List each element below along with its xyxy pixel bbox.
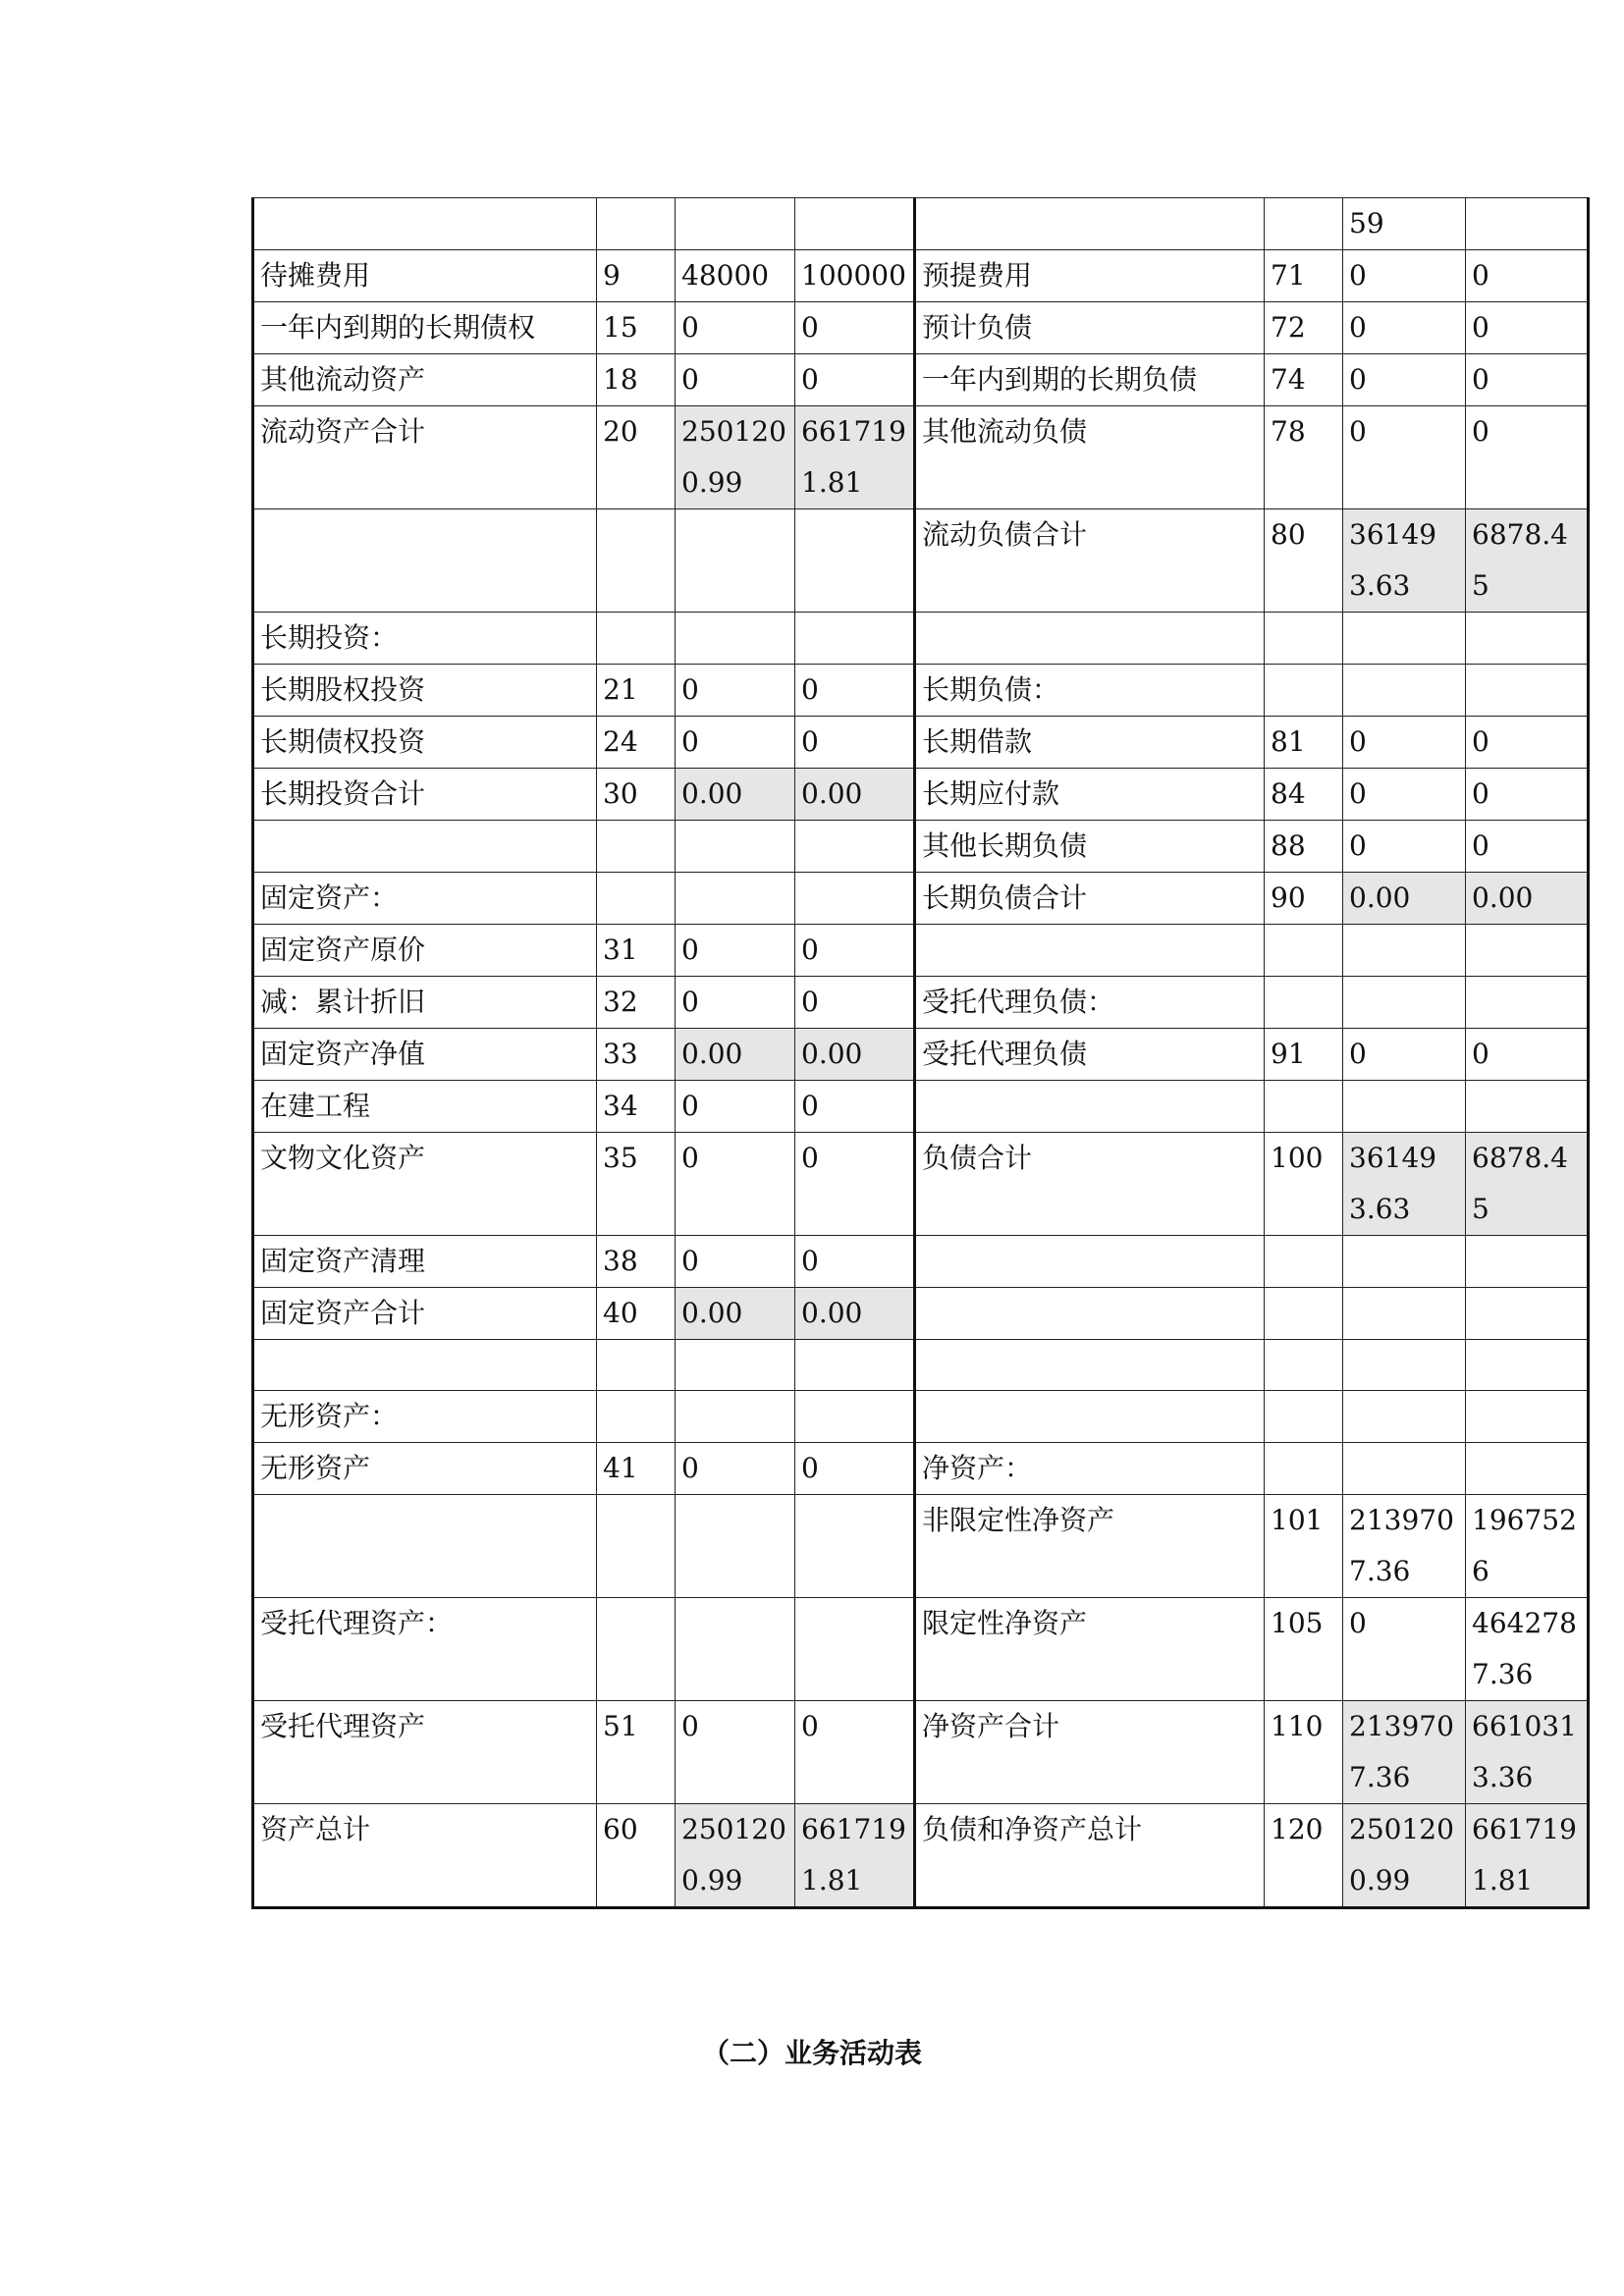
liability-value-1-cell <box>1343 1443 1466 1495</box>
asset-item-cell <box>253 509 597 613</box>
liability-value-2-cell: 6617191.81 <box>1466 1804 1589 1908</box>
liability-item-cell <box>915 1391 1265 1443</box>
asset-value-2-cell <box>795 873 915 925</box>
liability-value-1-cell: 361493.63 <box>1343 509 1466 613</box>
liability-value-2-cell: 6878.45 <box>1466 1133 1589 1236</box>
liability-value-2-cell: 6878.45 <box>1466 509 1589 613</box>
asset-value-2-cell: 6617191.81 <box>795 1804 915 1908</box>
balance-sheet-table <box>251 197 1590 1909</box>
table-row <box>253 198 1589 250</box>
liability-item-cell: 长期借款 <box>915 717 1265 769</box>
asset-line-no-cell: 24 <box>597 717 676 769</box>
asset-value-2-cell: 0 <box>795 302 915 354</box>
asset-value-2-cell <box>795 1340 915 1391</box>
liability-value-2-cell <box>1466 198 1589 250</box>
liability-value-2-cell <box>1466 977 1589 1029</box>
asset-item-cell <box>253 821 597 873</box>
asset-line-no-cell <box>597 873 676 925</box>
liability-line-no-cell <box>1265 1081 1343 1133</box>
asset-item-cell: 长期股权投资 <box>253 665 597 717</box>
liability-value-1-cell: 0 <box>1343 1029 1466 1081</box>
liability-item-cell: 非限定性净资产 <box>915 1495 1265 1598</box>
asset-line-no-cell <box>597 1495 676 1598</box>
asset-value-2-cell: 0 <box>795 1133 915 1236</box>
table-row <box>253 302 1589 354</box>
asset-line-no-cell: 41 <box>597 1443 676 1495</box>
liability-value-1-cell <box>1343 925 1466 977</box>
liability-line-no-cell: 81 <box>1265 717 1343 769</box>
liability-item-cell: 长期负债合计 <box>915 873 1265 925</box>
liability-value-1-cell <box>1343 613 1466 665</box>
asset-value-1-cell: 0.00 <box>676 769 795 821</box>
liability-value-2-cell: 0 <box>1466 821 1589 873</box>
asset-value-1-cell: 0 <box>676 1081 795 1133</box>
liability-line-no-cell <box>1265 1443 1343 1495</box>
section-heading: （二）业务活动表 <box>701 2037 922 2069</box>
liability-value-2-cell: 6610313.36 <box>1466 1701 1589 1804</box>
liability-item-cell <box>915 198 1265 250</box>
table-row <box>253 509 1589 613</box>
asset-line-no-cell: 20 <box>597 406 676 509</box>
liability-line-no-cell: 88 <box>1265 821 1343 873</box>
asset-value-1-cell: 0.00 <box>676 1288 795 1340</box>
liability-item-cell: 净资产： <box>915 1443 1265 1495</box>
table-row <box>253 769 1589 821</box>
asset-value-2-cell <box>795 509 915 613</box>
asset-line-no-cell: 35 <box>597 1133 676 1236</box>
asset-item-cell: 文物文化资产 <box>253 1133 597 1236</box>
asset-line-no-cell: 60 <box>597 1804 676 1908</box>
asset-line-no-cell: 38 <box>597 1236 676 1288</box>
asset-line-no-cell <box>597 1391 676 1443</box>
asset-value-1-cell <box>676 1598 795 1701</box>
liability-value-1-cell: 2139707.36 <box>1343 1495 1466 1598</box>
liability-line-no-cell <box>1265 925 1343 977</box>
liability-item-cell: 长期负债： <box>915 665 1265 717</box>
liability-line-no-cell <box>1265 1391 1343 1443</box>
liability-value-2-cell: 0 <box>1466 1029 1589 1081</box>
table-row <box>253 1804 1589 1908</box>
table-row <box>253 1443 1589 1495</box>
liability-value-2-cell <box>1466 1236 1589 1288</box>
table-row <box>253 1495 1589 1598</box>
asset-value-2-cell <box>795 1598 915 1701</box>
asset-value-1-cell: 2501200.99 <box>676 406 795 509</box>
asset-item-cell: 固定资产合计 <box>253 1288 597 1340</box>
liability-line-no-cell: 78 <box>1265 406 1343 509</box>
liability-item-cell <box>915 925 1265 977</box>
asset-value-1-cell <box>676 509 795 613</box>
table-row <box>253 1133 1589 1236</box>
table-row <box>253 925 1589 977</box>
liability-line-no-cell <box>1265 1288 1343 1340</box>
liability-line-no-cell: 90 <box>1265 873 1343 925</box>
asset-item-cell: 减：累计折旧 <box>253 977 597 1029</box>
liability-value-1-cell: 2501200.99 <box>1343 1804 1466 1908</box>
liability-value-1-cell <box>1343 1236 1466 1288</box>
liability-value-1-cell: 59 <box>1343 198 1466 250</box>
table-row <box>253 1288 1589 1340</box>
asset-item-cell <box>253 1340 597 1391</box>
asset-line-no-cell: 32 <box>597 977 676 1029</box>
liability-value-1-cell: 0 <box>1343 354 1466 406</box>
liability-item-cell: 受托代理负债： <box>915 977 1265 1029</box>
asset-value-2-cell: 0 <box>795 717 915 769</box>
liability-item-cell: 其他长期负债 <box>915 821 1265 873</box>
liability-value-2-cell: 0 <box>1466 354 1589 406</box>
asset-item-cell: 在建工程 <box>253 1081 597 1133</box>
table-row <box>253 977 1589 1029</box>
liability-line-no-cell: 110 <box>1265 1701 1343 1804</box>
asset-value-1-cell <box>676 1340 795 1391</box>
asset-value-2-cell: 0 <box>795 1236 915 1288</box>
table-row <box>253 873 1589 925</box>
liability-value-1-cell: 0 <box>1343 1598 1466 1701</box>
asset-item-cell: 无形资产 <box>253 1443 597 1495</box>
liability-item-cell: 限定性净资产 <box>915 1598 1265 1701</box>
asset-value-2-cell: 0.00 <box>795 1029 915 1081</box>
asset-value-1-cell <box>676 873 795 925</box>
liability-line-no-cell <box>1265 1236 1343 1288</box>
liability-line-no-cell: 105 <box>1265 1598 1343 1701</box>
liability-value-2-cell <box>1466 925 1589 977</box>
asset-value-1-cell <box>676 821 795 873</box>
asset-item-cell: 资产总计 <box>253 1804 597 1908</box>
liability-item-cell <box>915 1081 1265 1133</box>
asset-item-cell: 受托代理资产 <box>253 1701 597 1804</box>
asset-value-1-cell: 0 <box>676 1701 795 1804</box>
liability-line-no-cell: 91 <box>1265 1029 1343 1081</box>
asset-value-1-cell: 0 <box>676 925 795 977</box>
liability-item-cell: 负债和净资产总计 <box>915 1804 1265 1908</box>
liability-value-2-cell <box>1466 1340 1589 1391</box>
balance-sheet-body <box>253 198 1589 1908</box>
liability-line-no-cell: 71 <box>1265 250 1343 302</box>
table-row <box>253 717 1589 769</box>
liability-value-2-cell <box>1466 665 1589 717</box>
liability-value-1-cell: 0 <box>1343 302 1466 354</box>
liability-value-2-cell: 0 <box>1466 406 1589 509</box>
liability-item-cell <box>915 1340 1265 1391</box>
liability-line-no-cell <box>1265 1340 1343 1391</box>
liability-item-cell <box>915 1236 1265 1288</box>
table-row <box>253 821 1589 873</box>
liability-value-2-cell: 4642787.36 <box>1466 1598 1589 1701</box>
asset-value-1-cell: 0 <box>676 302 795 354</box>
asset-value-2-cell: 0.00 <box>795 769 915 821</box>
liability-value-1-cell: 0 <box>1343 769 1466 821</box>
asset-value-1-cell: 0 <box>676 1236 795 1288</box>
liability-line-no-cell: 84 <box>1265 769 1343 821</box>
asset-value-2-cell: 100000 <box>795 250 915 302</box>
asset-item-cell: 长期债权投资 <box>253 717 597 769</box>
asset-value-2-cell: 0 <box>795 1081 915 1133</box>
asset-value-2-cell: 0 <box>795 1443 915 1495</box>
asset-value-2-cell: 0 <box>795 977 915 1029</box>
liability-line-no-cell: 74 <box>1265 354 1343 406</box>
asset-value-1-cell: 2501200.99 <box>676 1804 795 1908</box>
asset-line-no-cell <box>597 1598 676 1701</box>
asset-value-2-cell <box>795 613 915 665</box>
table-row <box>253 1340 1589 1391</box>
liability-value-2-cell: 0 <box>1466 250 1589 302</box>
asset-line-no-cell: 9 <box>597 250 676 302</box>
asset-value-2-cell <box>795 821 915 873</box>
asset-value-2-cell <box>795 1391 915 1443</box>
table-row <box>253 1701 1589 1804</box>
liability-item-cell: 预计负债 <box>915 302 1265 354</box>
asset-item-cell: 待摊费用 <box>253 250 597 302</box>
liability-value-2-cell: 1967526 <box>1466 1495 1589 1598</box>
liability-value-1-cell <box>1343 1391 1466 1443</box>
asset-value-2-cell <box>795 198 915 250</box>
asset-value-1-cell: 0 <box>676 717 795 769</box>
asset-value-1-cell <box>676 1391 795 1443</box>
table-row <box>253 1236 1589 1288</box>
table-row <box>253 1598 1589 1701</box>
asset-line-no-cell: 15 <box>597 302 676 354</box>
liability-value-2-cell: 0 <box>1466 302 1589 354</box>
liability-value-1-cell: 0.00 <box>1343 873 1466 925</box>
liability-item-cell: 流动负债合计 <box>915 509 1265 613</box>
asset-value-1-cell: 0 <box>676 354 795 406</box>
asset-value-1-cell <box>676 198 795 250</box>
table-row <box>253 250 1589 302</box>
asset-item-cell: 固定资产： <box>253 873 597 925</box>
asset-line-no-cell <box>597 509 676 613</box>
liability-value-1-cell: 0 <box>1343 717 1466 769</box>
asset-line-no-cell: 21 <box>597 665 676 717</box>
liability-value-2-cell <box>1466 613 1589 665</box>
liability-item-cell: 其他流动负债 <box>915 406 1265 509</box>
asset-item-cell: 受托代理资产： <box>253 1598 597 1701</box>
liability-value-1-cell <box>1343 977 1466 1029</box>
liability-item-cell: 长期应付款 <box>915 769 1265 821</box>
liability-value-2-cell: 0 <box>1466 717 1589 769</box>
asset-value-1-cell: 0 <box>676 1133 795 1236</box>
liability-item-cell <box>915 613 1265 665</box>
asset-value-1-cell: 0.00 <box>676 1029 795 1081</box>
liability-item-cell: 受托代理负债 <box>915 1029 1265 1081</box>
asset-value-2-cell: 0 <box>795 665 915 717</box>
asset-value-1-cell: 0 <box>676 1443 795 1495</box>
asset-value-1-cell: 0 <box>676 665 795 717</box>
liability-line-no-cell <box>1265 198 1343 250</box>
asset-item-cell: 一年内到期的长期债权 <box>253 302 597 354</box>
liability-value-2-cell: 0 <box>1466 769 1589 821</box>
asset-item-cell: 无形资产： <box>253 1391 597 1443</box>
asset-item-cell <box>253 198 597 250</box>
liability-line-no-cell: 72 <box>1265 302 1343 354</box>
asset-line-no-cell <box>597 821 676 873</box>
liability-value-1-cell: 2139707.36 <box>1343 1701 1466 1804</box>
asset-item-cell <box>253 1495 597 1598</box>
asset-item-cell: 固定资产净值 <box>253 1029 597 1081</box>
liability-line-no-cell: 80 <box>1265 509 1343 613</box>
asset-line-no-cell <box>597 198 676 250</box>
liability-value-1-cell <box>1343 1340 1466 1391</box>
asset-value-1-cell: 0 <box>676 977 795 1029</box>
liability-value-2-cell: 0.00 <box>1466 873 1589 925</box>
asset-line-no-cell <box>597 1340 676 1391</box>
liability-item-cell <box>915 1288 1265 1340</box>
liability-value-2-cell <box>1466 1391 1589 1443</box>
asset-line-no-cell: 40 <box>597 1288 676 1340</box>
asset-value-2-cell: 0 <box>795 354 915 406</box>
table-row <box>253 406 1589 509</box>
liability-line-no-cell: 101 <box>1265 1495 1343 1598</box>
asset-item-cell: 流动资产合计 <box>253 406 597 509</box>
table-row <box>253 1081 1589 1133</box>
asset-line-no-cell: 18 <box>597 354 676 406</box>
asset-item-cell: 长期投资合计 <box>253 769 597 821</box>
asset-value-2-cell: 0 <box>795 925 915 977</box>
liability-value-1-cell: 0 <box>1343 821 1466 873</box>
asset-value-2-cell <box>795 1495 915 1598</box>
liability-line-no-cell: 120 <box>1265 1804 1343 1908</box>
asset-item-cell: 固定资产原价 <box>253 925 597 977</box>
asset-line-no-cell: 33 <box>597 1029 676 1081</box>
liability-line-no-cell <box>1265 665 1343 717</box>
liability-value-1-cell <box>1343 665 1466 717</box>
liability-value-1-cell: 361493.63 <box>1343 1133 1466 1236</box>
asset-line-no-cell: 34 <box>597 1081 676 1133</box>
liability-item-cell: 净资产合计 <box>915 1701 1265 1804</box>
liability-value-2-cell <box>1466 1288 1589 1340</box>
liability-value-1-cell <box>1343 1081 1466 1133</box>
liability-value-1-cell: 0 <box>1343 250 1466 302</box>
table-row <box>253 665 1589 717</box>
table-row <box>253 354 1589 406</box>
table-row <box>253 613 1589 665</box>
liability-value-1-cell <box>1343 1288 1466 1340</box>
liability-item-cell: 负债合计 <box>915 1133 1265 1236</box>
asset-line-no-cell: 31 <box>597 925 676 977</box>
liability-item-cell: 一年内到期的长期负债 <box>915 354 1265 406</box>
asset-value-2-cell: 6617191.81 <box>795 406 915 509</box>
liability-line-no-cell: 100 <box>1265 1133 1343 1236</box>
table-row <box>253 1391 1589 1443</box>
liability-value-2-cell <box>1466 1443 1589 1495</box>
asset-item-cell: 固定资产清理 <box>253 1236 597 1288</box>
asset-line-no-cell: 51 <box>597 1701 676 1804</box>
liability-value-2-cell <box>1466 1081 1589 1133</box>
asset-item-cell: 其他流动资产 <box>253 354 597 406</box>
liability-line-no-cell <box>1265 977 1343 1029</box>
asset-item-cell: 长期投资： <box>253 613 597 665</box>
liability-line-no-cell <box>1265 613 1343 665</box>
asset-value-1-cell: 48000 <box>676 250 795 302</box>
asset-value-1-cell <box>676 1495 795 1598</box>
asset-line-no-cell: 30 <box>597 769 676 821</box>
asset-value-2-cell: 0.00 <box>795 1288 915 1340</box>
table-row <box>253 1029 1589 1081</box>
liability-value-1-cell: 0 <box>1343 406 1466 509</box>
asset-value-2-cell: 0 <box>795 1701 915 1804</box>
asset-line-no-cell <box>597 613 676 665</box>
asset-value-1-cell <box>676 613 795 665</box>
liability-item-cell: 预提费用 <box>915 250 1265 302</box>
